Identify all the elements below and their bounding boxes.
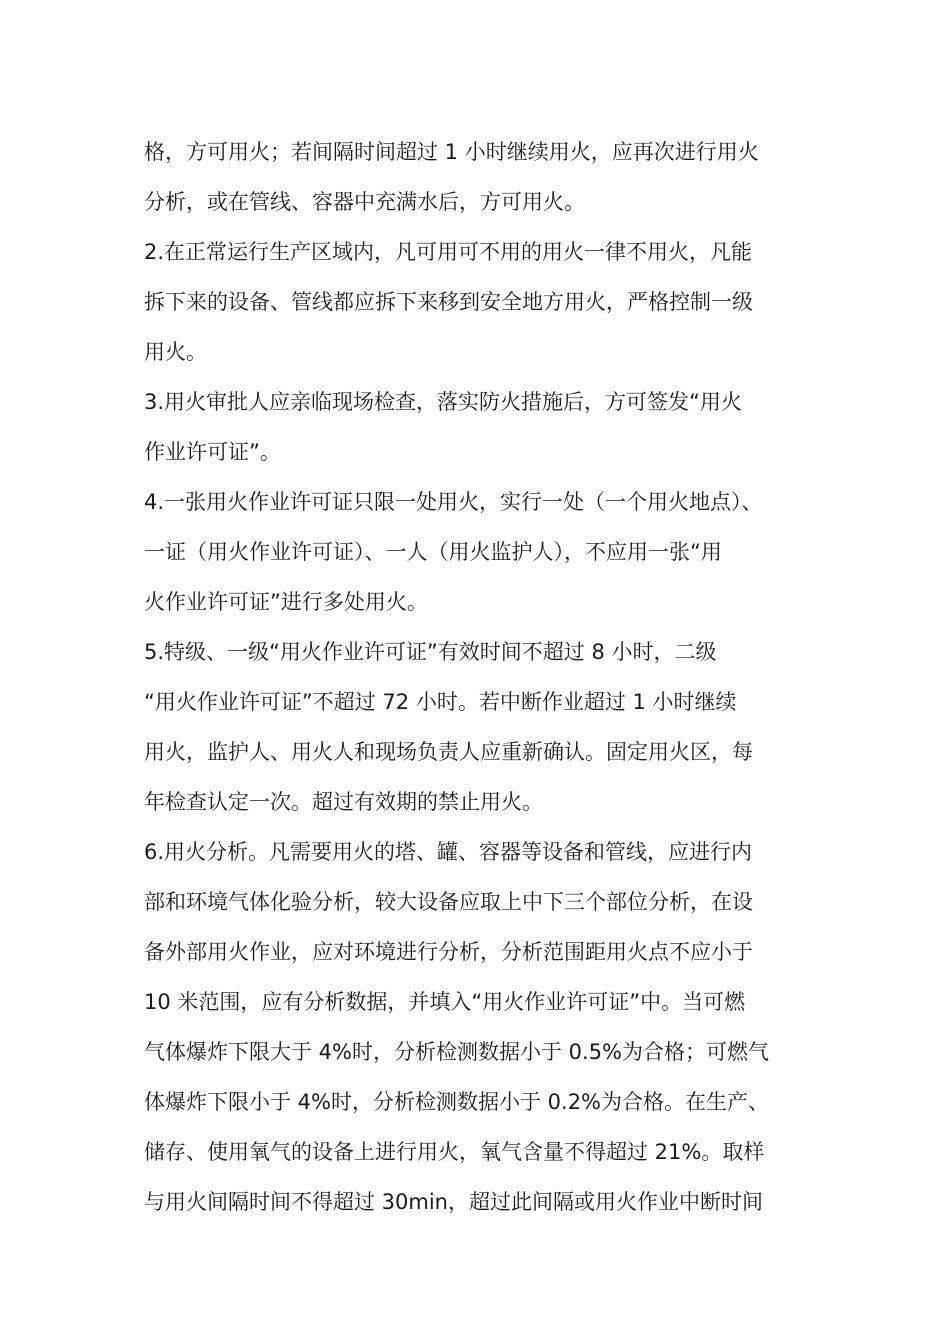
text-line: “用火作业许可证”不超过 72 小时。若中断作业超过 1 小时继续 [144,690,737,714]
text-line: 储存、使用氧气的设备上进行用火，氧气含量不得超过 21%。取样 [144,1140,765,1164]
text-line: 用火。 [144,340,207,364]
text-line: 格，方可用火；若间隔时间超过 1 小时继续用火，应再次进行用火 [144,140,759,164]
document-body [144,127,824,1227]
text-line: 体爆炸下限小于 4%时，分析检测数据小于 0.2%为合格。在生产、 [144,1090,770,1114]
text-line: 5.特级、一级“用火作业许可证”有效时间不超过 8 小时，二级 [144,640,717,664]
text-line: 作业许可证”。 [144,440,281,464]
text-line: 10 米范围，应有分析数据，并填入“用火作业许可证”中。当可燃 [144,990,746,1014]
text-line: 一证（用火作业许可证）、一人（用火监护人），不应用一张“用 [144,540,722,564]
text-line: 用火，监护人、用火人和现场负责人应重新确认。固定用火区，每 [144,740,753,764]
text-line: 与用火间隔时间不得超过 30min，超过此间隔或用火作业中断时间 [144,1190,763,1214]
text-line: 分析，或在管线、容器中充满水后，方可用火。 [144,190,585,214]
text-line: 部和环境气体化验分析，较大设备应取上中下三个部位分析，在设 [144,890,753,914]
text-line: 拆下来的设备、管线都应拆下来移到安全地方用火，严格控制一级 [144,290,753,314]
text-line: 火作业许可证”进行多处用火。 [144,590,428,614]
text-line: 6.用火分析。凡需要用火的塔、罐、容器等设备和管线，应进行内 [144,840,753,864]
text-line: 年检查认定一次。超过有效期的禁止用火。 [144,790,543,814]
text-line: 4.一张用火作业许可证只限一处用火，实行一处（一个用火地点）、 [144,490,763,514]
text-line: 气体爆炸下限大于 4%时，分析检测数据小于 0.5%为合格；可燃气 [144,1040,770,1064]
text-line: 3.用火审批人应亲临现场检查，落实防火措施后，方可签发“用火 [144,390,742,414]
text-line: 2.在正常运行生产区域内，凡可用可不用的用火一律不用火，凡能 [144,240,753,264]
text-line: 备外部用火作业，应对环境进行分析，分析范围距用火点不应小于 [144,940,753,964]
